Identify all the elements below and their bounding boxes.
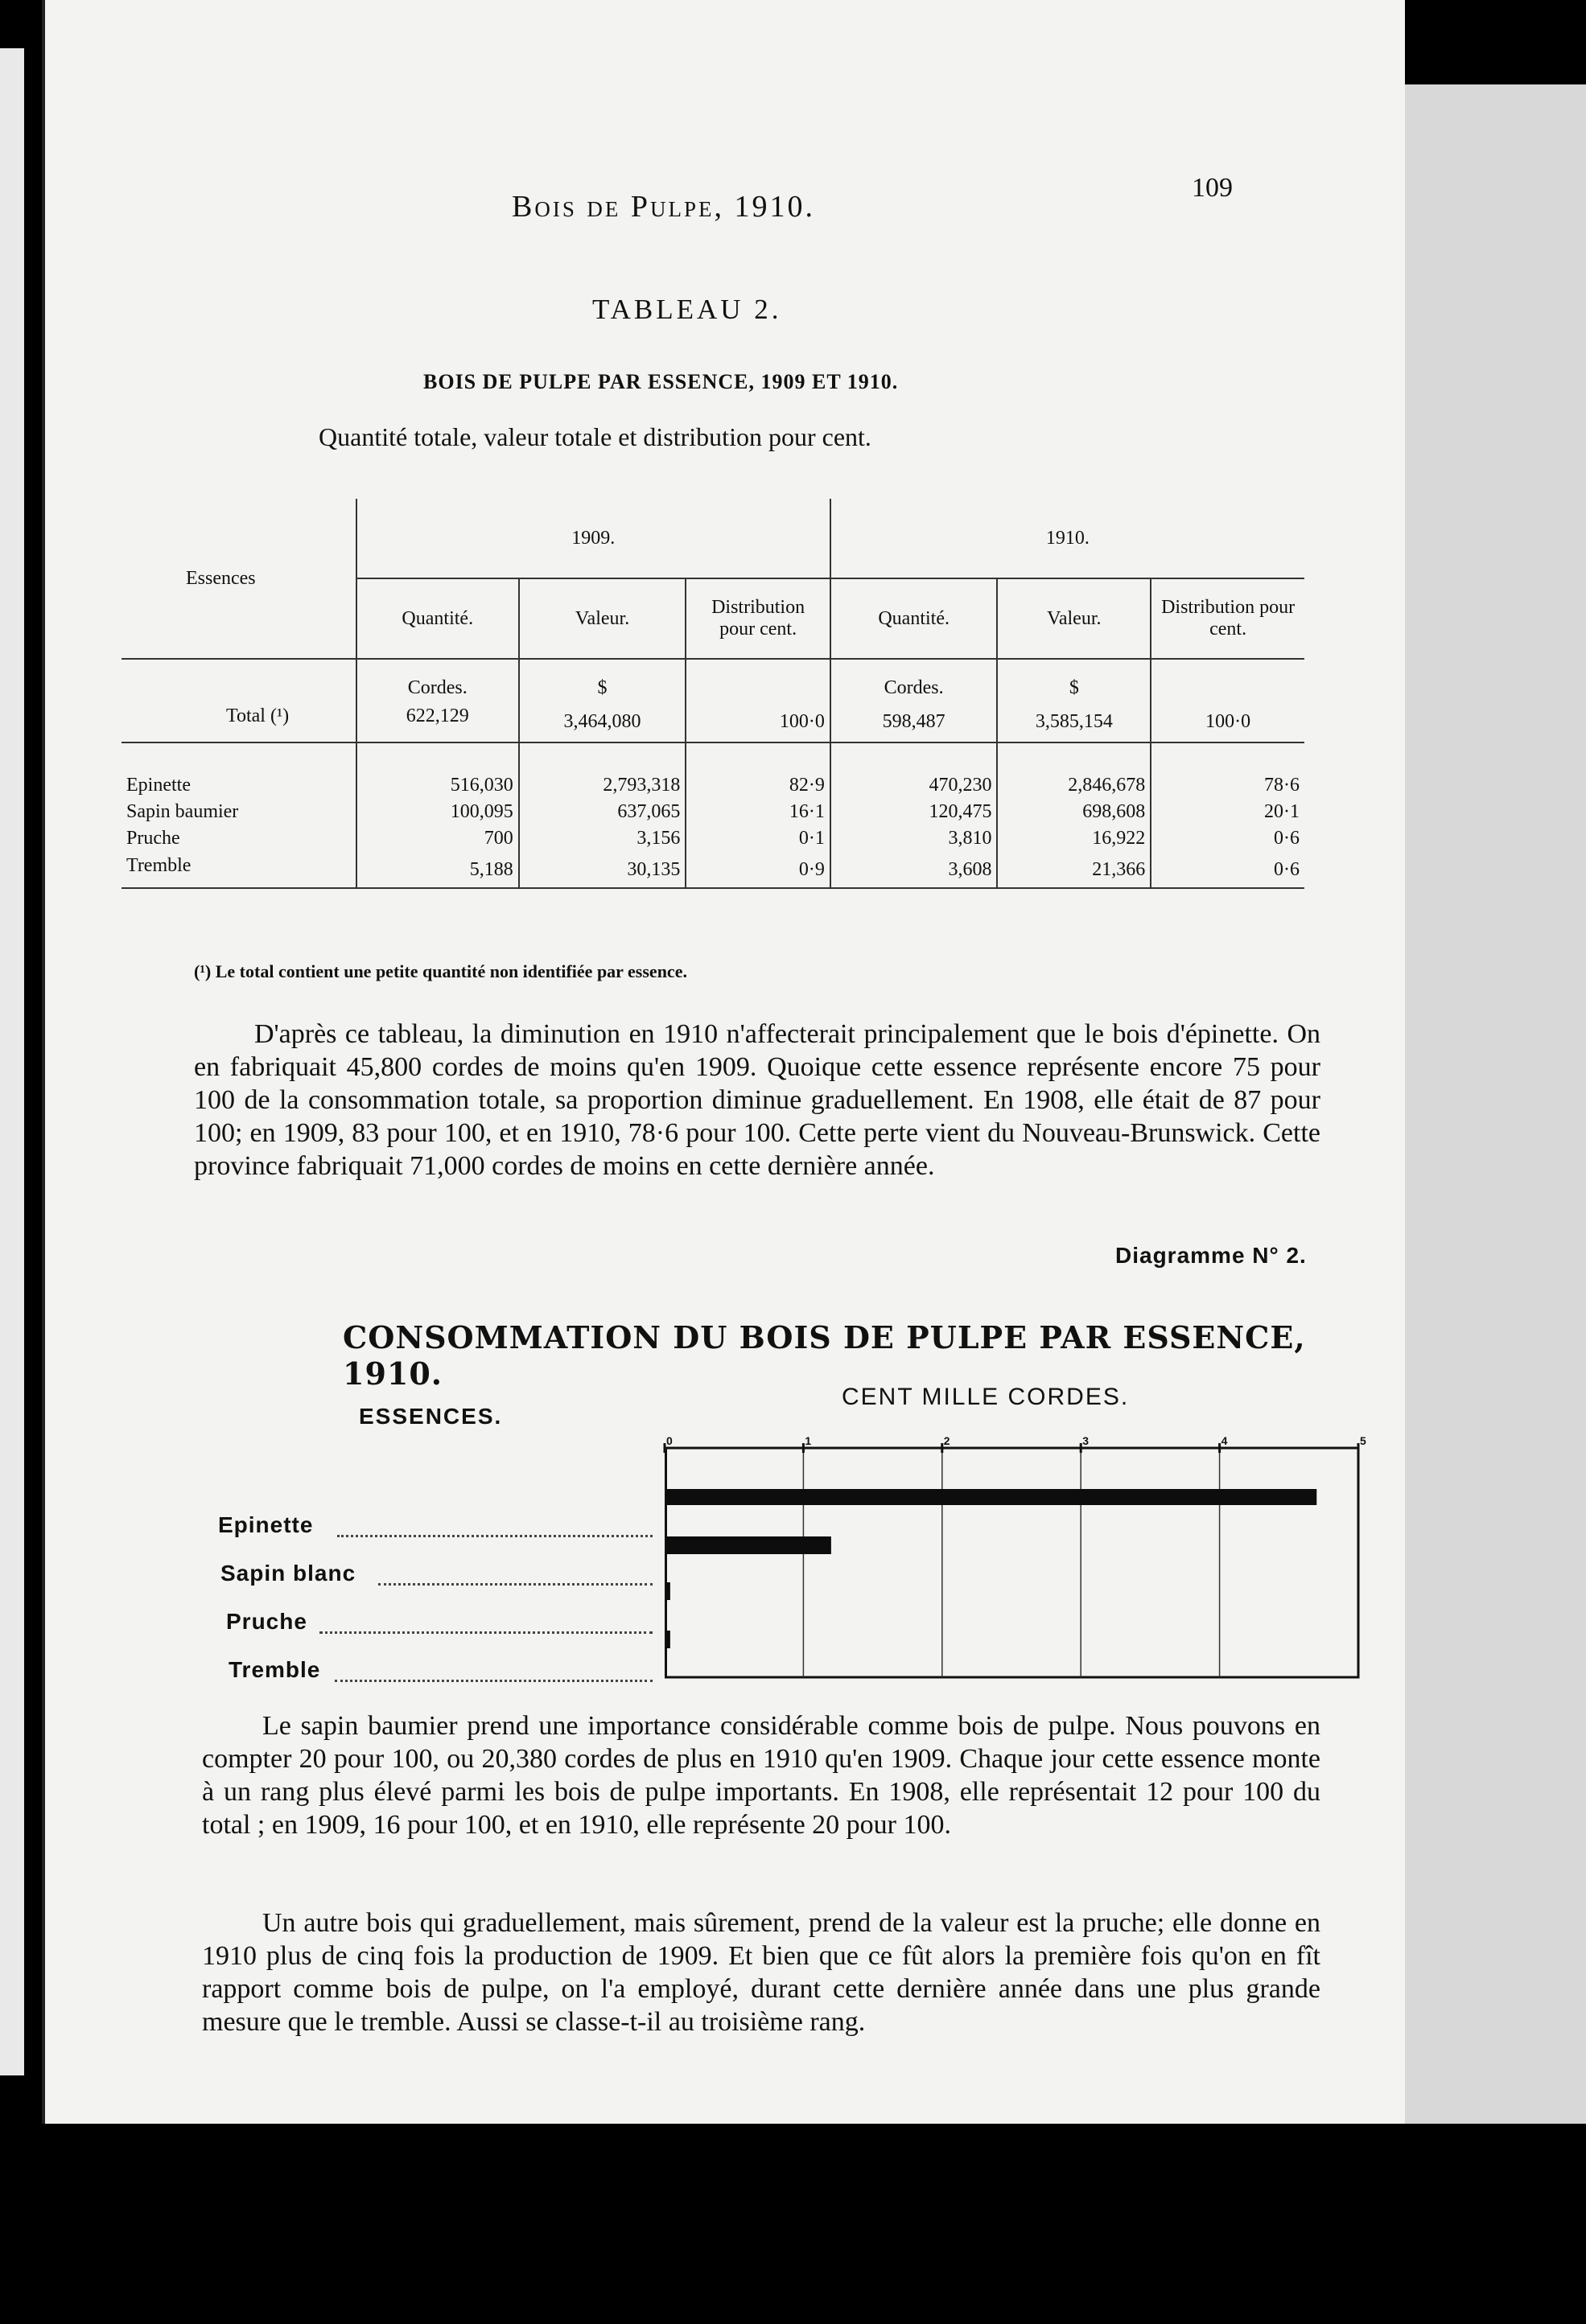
unit-dollar-1910: $: [997, 659, 1151, 702]
x-tick-label: 5: [1360, 1434, 1366, 1447]
table-subtitle: BOIS DE PULPE PAR ESSENCE, 1909 ET 1910.: [423, 370, 899, 393]
row-label: Sapin baumier: [126, 801, 239, 823]
x-tick-label: 2: [943, 1434, 950, 1447]
cell: 100·0: [686, 702, 830, 742]
cell: 0·9: [686, 853, 830, 888]
header-essences: Essences: [122, 499, 356, 659]
chart-title: CONSOMMATION DU BOIS DE PULPE PAR ESSENCE, 1910.: [343, 1319, 1306, 1392]
x-tick-label: 1: [805, 1434, 812, 1447]
cell: 2,846,678: [997, 742, 1151, 799]
bar-chart-svg: [665, 1434, 1366, 1681]
cell: 16·1: [686, 799, 830, 825]
header-quantite-1909: Quantité.: [356, 578, 519, 659]
leader-dots: [378, 1583, 653, 1586]
paragraph-3: Un autre bois qui graduellement, mais sûrement, prend de la valeur est la pruche; elle donne en 1910 plus de cinq fois la production de 1909. Et bien que ce fût alors la première fois qu'on en fît rapport comme bois de pulpe, on l'a employé, durant cette dernière année dans une plus grande mesure que le tremble. Aussi se classe-t-il au troisième rang.: [202, 1908, 1320, 2037]
cell: 3,585,154: [997, 702, 1151, 742]
cell: 598,487: [830, 702, 998, 742]
cell: 698,608: [997, 799, 1151, 825]
table-row: [122, 799, 1304, 825]
header-year-1909: 1909.: [356, 499, 830, 578]
table-subtitle-2: Quantité totale, valeur totale et distribution pour cent.: [319, 422, 871, 451]
cell: 120,475: [830, 799, 998, 825]
header-valeur-1909: Valeur.: [519, 578, 686, 659]
cell: 3,464,080: [519, 702, 686, 742]
cell: 0·1: [686, 825, 830, 852]
row-label: Pruche: [126, 828, 180, 849]
document-page: [42, 0, 1405, 2124]
leader-dots: [337, 1535, 653, 1537]
cell: 2,793,318: [519, 742, 686, 799]
previous-page-edge: [0, 48, 24, 2075]
unit-dollar-1909: $: [519, 659, 686, 702]
bar: [666, 1489, 1316, 1505]
paragraph-2: Le sapin baumier prend une importance considérable comme bois de pulpe. Nous pouvons en compter 20 pour 100, ou 20,380 cordes de plus en 1910 qu'en 1909. Chaque jour cette essence monte à un rang plus élevé parmi les bois de pulpe importants. En 1908, elle représentait 12 pour 100 du total ; en 1909, 16 pour 100, et en 1910, elle représente 20 pour 100.: [202, 1711, 1320, 1840]
cell: 700: [356, 825, 519, 852]
cell: 516,030: [356, 742, 519, 799]
diagram-label: Diagramme N° 2.: [1115, 1243, 1307, 1268]
cell: 3,156: [519, 825, 686, 852]
running-title: Bois de Pulpe, 1910.: [512, 190, 815, 224]
cell: 21,366: [997, 853, 1151, 888]
row-label: Tremble: [122, 853, 356, 888]
cell: 637,065: [519, 799, 686, 825]
cell: 100·0: [1151, 702, 1304, 742]
table-caption: TABLEAU 2.: [592, 294, 782, 325]
bar: [666, 1536, 831, 1554]
cell: 30,135: [519, 853, 686, 888]
cell: 5,188: [356, 853, 519, 888]
header-distribution-1910: Distribution pour cent.: [1151, 578, 1304, 659]
bar: [666, 1631, 670, 1648]
table-row: [122, 742, 1304, 799]
paragraph-1: D'après ce tableau, la diminution en 1910 n'affecterait principalement que le bois d'épinette. On en fabriquait 45,800 cordes de moins qu'en 1909. Quoique cette essence représente encore 75 pour 100 de la consommation totale, sa proportion diminue graduellement. En 1908, elle était de 87 pour 100; en 1909, 83 pour 100, et en 1910, 78·6 pour 100. Cette perte vient du Nouveau-Brunswick. Cette province fabriquait 71,000 cordes de moins en cette dernière année.: [194, 1019, 1320, 1181]
cell: 3,810: [830, 825, 998, 852]
header-distribution-1909: Distribution pour cent.: [686, 578, 830, 659]
x-tick-label: 3: [1082, 1434, 1089, 1447]
category-label: Epinette: [218, 1512, 314, 1537]
page-number: 109: [1192, 173, 1233, 203]
cell: 3,608: [830, 853, 998, 888]
category-label: Pruche: [226, 1609, 307, 1634]
plot-frame: [666, 1448, 1359, 1677]
cell: 82·9: [686, 742, 830, 799]
header-quantite-1910: Quantité.: [830, 578, 998, 659]
cell: 20·1: [1151, 799, 1304, 825]
table-row-total: [122, 702, 1304, 742]
bar: [666, 1582, 670, 1600]
cell: 470,230: [830, 742, 998, 799]
leader-dots: [335, 1680, 653, 1682]
next-page-edge: [1384, 84, 1586, 2124]
header-valeur-1910: Valeur.: [997, 578, 1151, 659]
unit-cordes-1910: Cordes.: [830, 659, 998, 702]
chart-y-label: ESSENCES.: [359, 1404, 503, 1429]
table-footnote: (¹) Le total contient une petite quantité non identifiée par essence.: [194, 961, 687, 981]
cell: 16,922: [997, 825, 1151, 852]
category-label: Sapin blanc: [220, 1561, 356, 1586]
cell: 78·6: [1151, 742, 1304, 799]
leader-dots: [319, 1631, 653, 1634]
header-year-1910: 1910.: [830, 499, 1304, 578]
cell: 100,095: [356, 799, 519, 825]
cell: 622,129: [356, 702, 519, 742]
bar-chart: [665, 1434, 1366, 1681]
table-row: [122, 853, 1304, 888]
data-table: [122, 499, 1304, 889]
x-tick-label: 4: [1221, 1434, 1228, 1447]
category-label: Tremble: [229, 1657, 321, 1682]
chart-x-label: CENT MILLE CORDES.: [842, 1384, 1130, 1410]
x-tick-label: 0: [666, 1434, 673, 1447]
row-label: Epinette: [126, 775, 191, 796]
row-label: Total (¹): [122, 702, 356, 742]
cell: 0·6: [1151, 853, 1304, 888]
cell: 0·6: [1151, 825, 1304, 852]
unit-cordes-1909: Cordes.: [356, 659, 519, 702]
table-row: [122, 825, 1304, 852]
